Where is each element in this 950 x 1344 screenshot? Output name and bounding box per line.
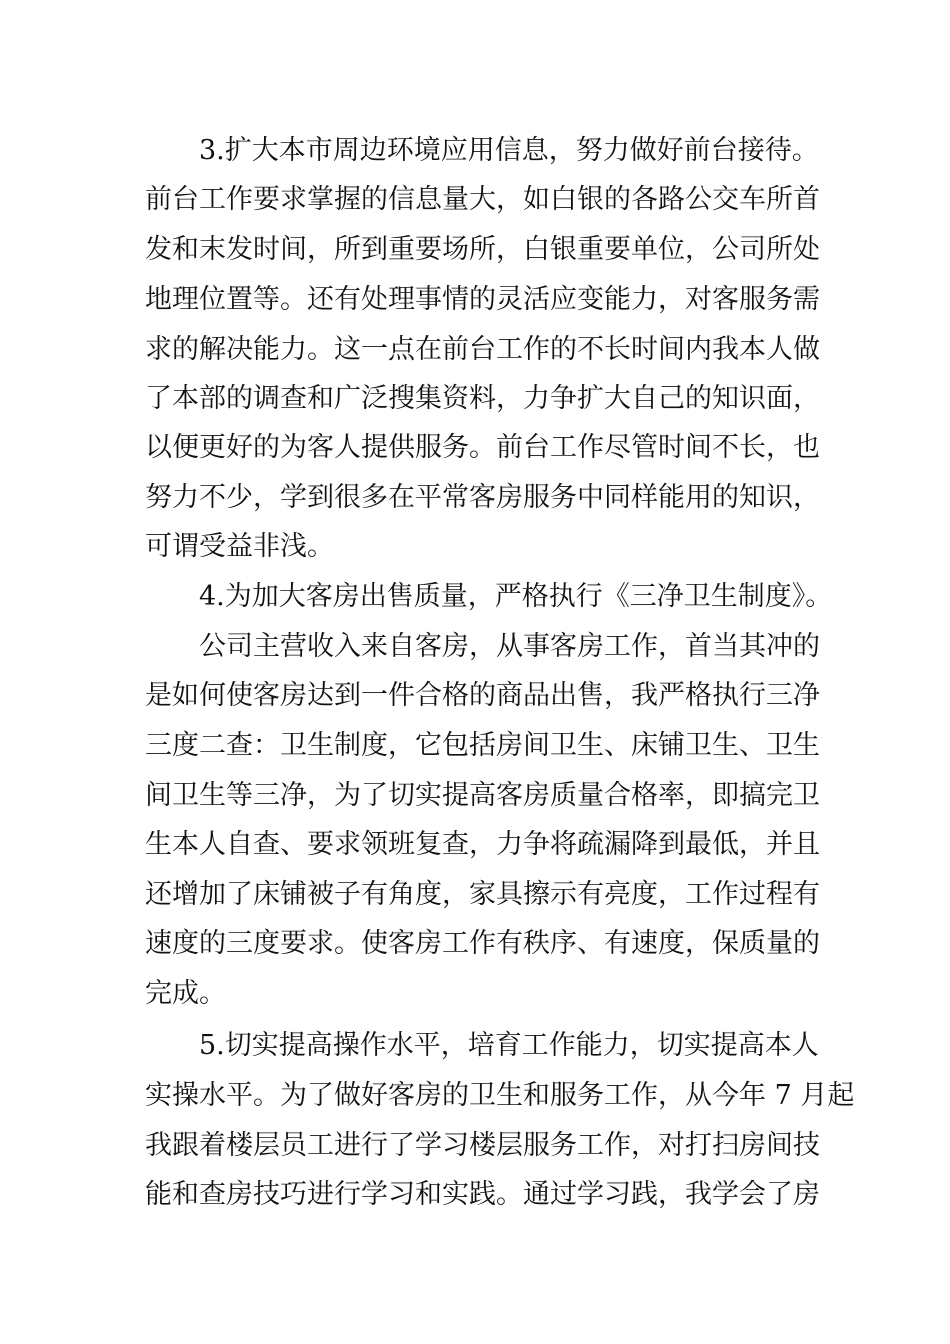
paragraph-3-heading: 3.扩大本市周边环境应用信息，努力做好前台接待。 xyxy=(199,135,819,166)
paragraph-4-line: 三度二查：卫生制度，它包括房间卫生、床铺卫生、卫生 xyxy=(145,730,820,761)
paragraph-4-line: 生本人自查、要求领班复查，力争将疏漏降到最低，并且 xyxy=(145,829,820,860)
paragraph-4-line: 完成。 xyxy=(145,978,226,1009)
paragraph-5-line: 实操水平。为了做好客房的卫生和服务工作，从今年 7 月起 xyxy=(145,1080,855,1111)
paragraph-4-heading: 4.为加大客房出售质量，严格执行《三净卫生制度》。 xyxy=(199,581,833,612)
paragraph-4-line: 速度的三度要求。使客房工作有秩序、有速度，保质量的 xyxy=(145,928,820,959)
paragraph-4-line: 是如何使客房达到一件合格的商品出售，我严格执行三净 xyxy=(145,680,820,711)
paragraph-4-line: 还增加了床铺被子有角度，家具擦示有亮度，工作过程有 xyxy=(145,879,820,910)
paragraph-3-line: 发和末发时间，所到重要场所，白银重要单位，公司所处 xyxy=(145,234,820,265)
paragraph-3-line: 以便更好的为客人提供服务。前台工作尽管时间不长，也 xyxy=(145,432,820,463)
paragraph-4-line: 间卫生等三净，为了切实提高客房质量合格率，即搞完卫 xyxy=(145,780,820,811)
paragraph-3-line: 求的解决能力。这一点在前台工作的不长时间内我本人做 xyxy=(145,334,820,365)
paragraph-5-heading: 5.切实提高操作水平，培育工作能力，切实提高本人 xyxy=(199,1030,819,1061)
paragraph-3-line: 努力不少，学到很多在平常客房服务中同样能用的知识， xyxy=(145,482,820,513)
paragraph-3-line: 地理位置等。还有处理事情的灵活应变能力，对客服务需 xyxy=(145,284,820,315)
paragraph-3-line: 了本部的调查和广泛搜集资料，力争扩大自己的知识面， xyxy=(145,383,820,414)
paragraph-3-line: 可谓受益非浅。 xyxy=(145,531,334,562)
paragraph-5-line: 我跟着楼层员工进行了学习楼层服务工作，对打扫房间技 xyxy=(145,1130,820,1161)
paragraph-3-line: 前台工作要求掌握的信息量大，如白银的各路公交车所首 xyxy=(145,184,820,215)
paragraph-4-line: 公司主营收入来自客房，从事客房工作，首当其冲的 xyxy=(199,631,820,662)
paragraph-5-line: 能和查房技巧进行学习和实践。通过学习践，我学会了房 xyxy=(145,1179,820,1210)
